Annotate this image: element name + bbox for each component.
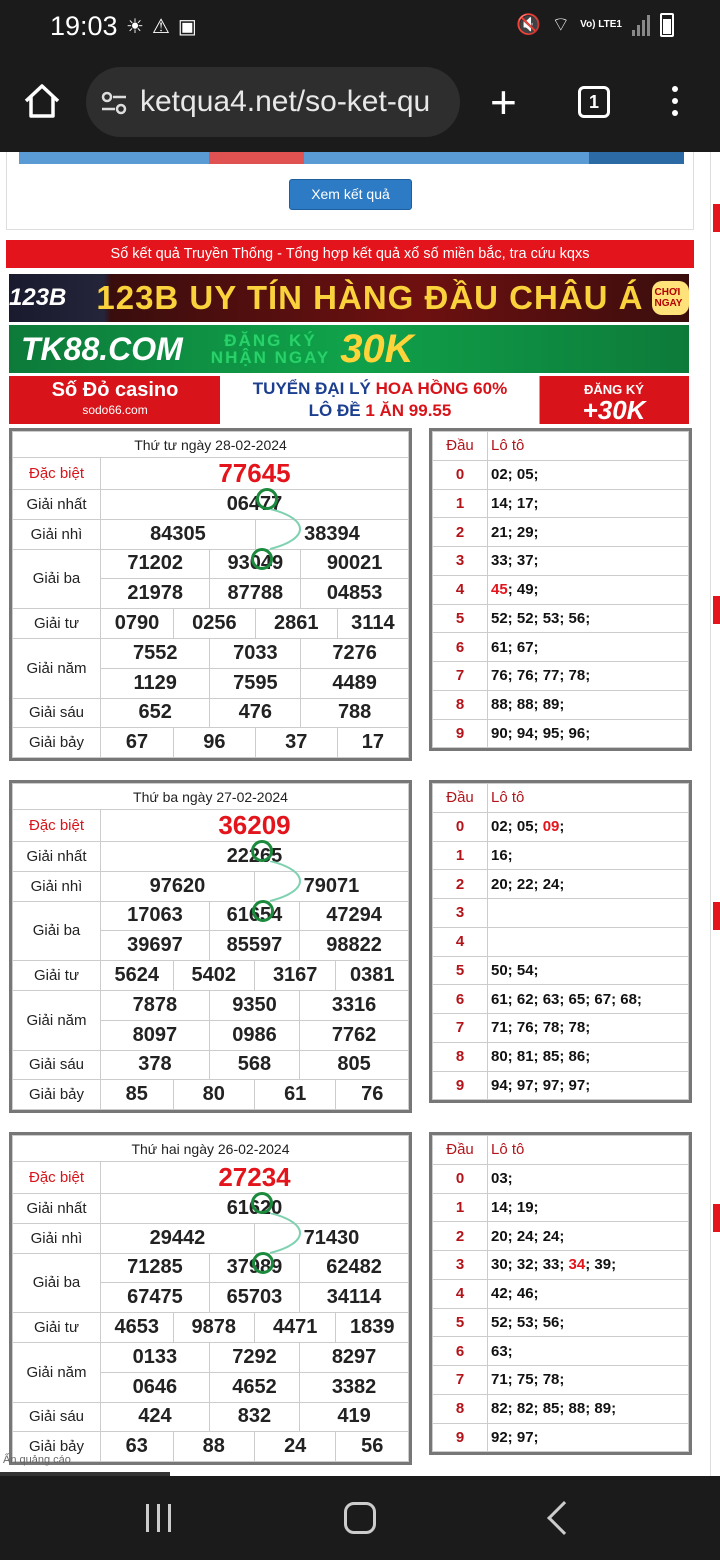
draw-date: Thứ ba ngày 27-02-2024: [13, 784, 409, 810]
fifth-prize: 1129: [101, 668, 210, 698]
second-prize: 29442: [101, 1223, 255, 1253]
ad-banner-tk88[interactable]: [9, 325, 689, 373]
fifth-prize: 8097: [101, 1020, 210, 1050]
loto-head: 0: [433, 812, 488, 841]
fifth-prize: 7276: [301, 638, 409, 668]
loto-head: 9: [433, 1071, 488, 1100]
first-prize: 22265: [101, 842, 409, 872]
highlight-ring: [252, 900, 274, 922]
sixth-prize: 424: [101, 1402, 210, 1432]
sixth-prize: 832: [209, 1402, 299, 1432]
third-prize: 37989: [209, 1253, 299, 1283]
loto-text: 76; 76; 77; 78;: [491, 667, 591, 685]
weather-icon: ☀: [126, 16, 144, 38]
connector-line: [270, 1213, 310, 1255]
range-option-selected[interactable]: [209, 152, 304, 164]
home-button-icon[interactable]: [344, 1502, 376, 1534]
first-prize: 61620: [101, 1194, 409, 1224]
prize-label: Giải ba: [13, 901, 101, 961]
fifth-prize: 0646: [101, 1372, 210, 1402]
sixth-prize: 378: [101, 1050, 210, 1080]
prize-label: Đặc biệt: [13, 810, 101, 842]
seventh-prize: 88: [173, 1432, 254, 1462]
prize-label: Giải năm: [13, 638, 101, 698]
fourth-prize: 1839: [336, 1313, 409, 1343]
loto-head: 9: [433, 719, 488, 748]
connector-line: [270, 509, 310, 551]
loto-values: [488, 1193, 689, 1222]
seventh-prize: 67: [101, 728, 174, 758]
loto-values: [488, 985, 689, 1014]
loto-head: 7: [433, 1366, 488, 1395]
loto-text: 03;: [491, 1170, 513, 1188]
fifth-prize: 4652: [209, 1372, 299, 1402]
second-prize: 71430: [254, 1223, 408, 1253]
loto-text: 02; 05;: [491, 818, 543, 836]
loto-head: 6: [433, 1337, 488, 1366]
prize-label: Giải nhất: [13, 842, 101, 872]
loto-text: 71; 76; 78; 78;: [491, 1019, 591, 1037]
fourth-prize: 4653: [101, 1313, 174, 1343]
fifth-prize: 7292: [209, 1342, 299, 1372]
loto-values: [488, 1164, 689, 1193]
status-time: 19:03: [50, 11, 118, 41]
fourth-prize: 9878: [173, 1313, 254, 1343]
range-option[interactable]: [304, 152, 399, 164]
new-tab-plus-icon[interactable]: +: [490, 76, 517, 128]
loto-text: 71; 75; 78;: [491, 1371, 565, 1389]
wifi-icon: ⌔: [551, 14, 571, 36]
fifth-prize: 7878: [101, 990, 210, 1020]
third-prize: 17063: [101, 901, 210, 931]
loto-head: 3: [433, 547, 488, 576]
prize-label: Giải nhì: [13, 519, 101, 549]
loto-text: 20; 22; 24;: [491, 875, 565, 893]
third-prize: 67475: [101, 1283, 210, 1313]
ad-banner-123b[interactable]: [9, 274, 689, 322]
loto-head-label: Đầu: [433, 432, 488, 461]
home-icon[interactable]: [22, 81, 62, 121]
day-range-selector[interactable]: [19, 152, 684, 164]
loto-values: [488, 1308, 689, 1337]
loto-text: 14; 19;: [491, 1198, 539, 1216]
ad-line-highlight: 1 ĂN 99.55: [365, 401, 452, 420]
draw-date: Thứ tư ngày 28-02-2024: [13, 432, 409, 458]
loto-table: [429, 780, 692, 1103]
loto-head: 8: [433, 1042, 488, 1071]
fourth-prize: 3167: [254, 961, 335, 991]
loto-head: 1: [433, 841, 488, 870]
highlight-ring: [251, 1192, 273, 1214]
loto-values: [488, 899, 689, 928]
overflow-menu-icon[interactable]: [672, 86, 682, 122]
loto-head: 2: [433, 870, 488, 899]
fourth-prize: 2861: [255, 609, 337, 639]
loto-text: 42; 46;: [491, 1285, 539, 1303]
loto-values: [488, 690, 689, 719]
fifth-prize: 7762: [300, 1020, 409, 1050]
loto-head: 1: [433, 1193, 488, 1222]
fourth-prize: 0381: [336, 961, 409, 991]
range-option[interactable]: [494, 152, 589, 164]
third-prize: 65703: [209, 1283, 299, 1313]
seventh-prize: 24: [254, 1432, 335, 1462]
prize-label: Giải bảy: [13, 1080, 101, 1110]
right-sidebar: [710, 152, 720, 1476]
fifth-prize: 8297: [300, 1342, 409, 1372]
special-prize: 77645: [101, 458, 409, 490]
fifth-prize: 7033: [210, 638, 301, 668]
fourth-prize: 5624: [101, 961, 174, 991]
loto-highlight: 09: [542, 818, 560, 836]
loto-text: 02; 05;: [491, 466, 539, 484]
loto-values: [488, 489, 689, 518]
ad-logo: 123B: [9, 284, 67, 311]
seventh-prize: 17: [337, 728, 408, 758]
prize-label: Giải nhì: [13, 1223, 101, 1253]
prize-label: Giải nhất: [13, 490, 101, 520]
sixth-prize: 788: [301, 698, 409, 728]
loto-values: [488, 812, 689, 841]
ad-play-tag: CHƠI NGAY: [652, 281, 690, 315]
ad-line: TUYỂN ĐẠI LÝ: [252, 379, 371, 398]
result-table: [9, 1132, 412, 1465]
ad-register-label: ĐĂNG KÝ: [584, 382, 644, 397]
seventh-prize: 37: [255, 728, 337, 758]
sixth-prize: 476: [210, 698, 301, 728]
loto-values: [488, 1279, 689, 1308]
highlight-ring: [256, 488, 278, 510]
loto-text: 82; 82; 85; 88; 89;: [491, 1400, 617, 1418]
loto-values: [488, 1014, 689, 1043]
third-prize: 21978: [101, 579, 210, 609]
prize-label: Giải tư: [13, 961, 101, 991]
signal-icon: [632, 14, 650, 36]
prize-label: Giải năm: [13, 990, 101, 1050]
warning-icon: ⚠: [151, 16, 170, 38]
loto-head: 8: [433, 690, 488, 719]
browser-toolbar: [0, 52, 720, 152]
loto-values-label: Lô tô: [488, 784, 689, 813]
loto-values: [488, 633, 689, 662]
sixth-prize: 652: [101, 698, 210, 728]
second-prize: 84305: [101, 519, 256, 549]
loto-head: 6: [433, 985, 488, 1014]
loto-values: [488, 719, 689, 748]
prize-label: Đặc biệt: [13, 458, 101, 490]
seventh-prize: 85: [101, 1080, 174, 1110]
loto-values: [488, 1042, 689, 1071]
third-prize: 87788: [210, 579, 301, 609]
loto-text: 90; 94; 95; 96;: [491, 724, 591, 742]
loto-values: [488, 927, 689, 956]
connector-line: [270, 861, 310, 903]
loto-head: 7: [433, 662, 488, 691]
loto-text: 52; 53; 56;: [491, 1313, 565, 1331]
seventh-prize: 61: [254, 1080, 335, 1110]
loto-text: 30; 32; 33;: [491, 1256, 569, 1274]
special-prize: 27234: [101, 1162, 409, 1194]
fifth-prize: 4489: [301, 668, 409, 698]
loto-head: 0: [433, 460, 488, 489]
view-results-button[interactable]: Xem kết quả: [289, 179, 412, 210]
section-title: Sổ kết quả Truyền Thống - Tổng hợp kết quả xổ số miền bắc, tra cứu kqxs: [6, 240, 694, 268]
loto-text: 14; 17;: [491, 494, 539, 512]
site-settings-icon[interactable]: [100, 89, 128, 117]
prize-label: Đặc biệt: [13, 1162, 101, 1194]
tab-switcher-button[interactable]: 1: [578, 86, 610, 118]
prize-label: Giải sáu: [13, 1402, 101, 1432]
battery-icon: [660, 13, 674, 37]
hide-ad-link[interactable]: Ẩn quảng cáo: [3, 1454, 71, 1466]
fourth-prize: 3114: [337, 609, 408, 639]
loto-head: 4: [433, 927, 488, 956]
recents-icon[interactable]: [146, 1504, 171, 1532]
loto-head: 6: [433, 633, 488, 662]
loto-text: 50; 54;: [491, 961, 539, 979]
ad-logo: TK88.COM: [21, 330, 183, 367]
fifth-prize: 0133: [101, 1342, 210, 1372]
loto-values: [488, 841, 689, 870]
range-option[interactable]: [114, 152, 209, 164]
ad-line: LÔ ĐỀ: [308, 401, 361, 420]
loto-values: [488, 547, 689, 576]
loto-head: 5: [433, 604, 488, 633]
loto-text: 52; 52; 53; 56;: [491, 609, 591, 627]
highlight-ring: [251, 548, 273, 570]
loto-values: [488, 956, 689, 985]
loto-head: 9: [433, 1423, 488, 1452]
loto-values: [488, 1394, 689, 1423]
ad-logo-sub: sodo66.com: [82, 403, 148, 417]
prize-label: Giải năm: [13, 1342, 101, 1402]
sixth-prize: 568: [209, 1050, 299, 1080]
result-table: [9, 780, 412, 1113]
loto-text: 61; 67;: [491, 638, 539, 656]
loto-text: 80; 81; 85; 86;: [491, 1048, 591, 1066]
fifth-prize: 7552: [101, 638, 210, 668]
loto-text: 92; 97;: [491, 1428, 539, 1446]
loto-values: [488, 518, 689, 547]
highlight-ring: [252, 1252, 274, 1274]
second-prize: 79071: [254, 871, 408, 901]
fifth-prize: 0986: [209, 1020, 299, 1050]
fourth-prize: 5402: [173, 961, 254, 991]
loto-text: 63;: [491, 1342, 513, 1360]
loto-text: ;: [559, 818, 565, 836]
ad-banner-sodo[interactable]: [9, 376, 689, 424]
draw-date: Thứ hai ngày 26-02-2024: [13, 1136, 409, 1162]
sixth-prize: 805: [300, 1050, 409, 1080]
loto-text: 88; 88; 89;: [491, 696, 565, 714]
highlight-ring: [251, 840, 273, 862]
third-prize: 62482: [300, 1253, 409, 1283]
ad-register-amount: +30K: [582, 395, 646, 424]
loto-values: [488, 1222, 689, 1251]
loto-values-label: Lô tô: [488, 1136, 689, 1165]
third-prize: 98822: [300, 931, 409, 961]
ad-amount: 30K: [340, 326, 414, 371]
fifth-prize: 3316: [300, 990, 409, 1020]
page-content: [0, 152, 720, 1476]
loto-head: 1: [433, 489, 488, 518]
loto-values: [488, 1251, 689, 1280]
third-prize: 85597: [209, 931, 299, 961]
third-prize: 93049: [210, 549, 301, 579]
loto-text: 20; 24; 24;: [491, 1227, 565, 1245]
loto-head-label: Đầu: [433, 1136, 488, 1165]
third-prize: 71285: [101, 1253, 210, 1283]
seventh-prize: 96: [173, 728, 255, 758]
ad-slogan: 123B UY TÍN HÀNG ĐẦU CHÂU Á: [96, 279, 644, 316]
loto-head: 7: [433, 1014, 488, 1043]
loto-values: [488, 575, 689, 604]
result-table: [9, 428, 412, 761]
third-prize: 04853: [301, 579, 409, 609]
seventh-prize: 63: [101, 1432, 174, 1462]
third-prize: 47294: [300, 901, 409, 931]
prize-label: Giải nhất: [13, 1194, 101, 1224]
fourth-prize: 0256: [173, 609, 255, 639]
ad-line: ĐĂNG KÝ: [224, 331, 317, 350]
fifth-prize: 3382: [300, 1372, 409, 1402]
back-icon[interactable]: [547, 1501, 581, 1535]
search-form: [6, 152, 694, 230]
mute-icon: 🔇: [516, 14, 542, 36]
app-notification-icon: ▣: [177, 16, 197, 38]
loto-values: [488, 1337, 689, 1366]
loto-head: 2: [433, 518, 488, 547]
ad-line: NHẬN NGAY: [210, 348, 331, 367]
loto-head: 8: [433, 1394, 488, 1423]
loto-head: 2: [433, 1222, 488, 1251]
loto-head: 4: [433, 1279, 488, 1308]
fifth-prize: 7595: [210, 668, 301, 698]
ad-logo: Số Đỏ casino: [51, 379, 179, 401]
loto-values: [488, 1366, 689, 1395]
special-prize: 36209: [101, 810, 409, 842]
loto-head: 5: [433, 956, 488, 985]
range-option[interactable]: [19, 152, 114, 164]
prize-label: Giải ba: [13, 549, 101, 609]
fourth-prize: 0790: [101, 609, 174, 639]
prize-label: Giải bảy: [13, 728, 101, 758]
ad-line-highlight: HOA HỒNG 60%: [375, 379, 508, 398]
loto-values: [488, 1071, 689, 1100]
third-prize: 39697: [101, 931, 210, 961]
seventh-prize: 56: [336, 1432, 409, 1462]
loto-highlight: 45: [491, 581, 508, 599]
third-prize: 71202: [101, 549, 210, 579]
second-prize: 97620: [101, 871, 255, 901]
prize-label: Giải tư: [13, 609, 101, 639]
loto-head: 5: [433, 1308, 488, 1337]
status-bar: [0, 0, 720, 52]
seventh-prize: 76: [336, 1080, 409, 1110]
url-text: ketqua4.net/so-ket-qu: [140, 85, 431, 118]
loto-table: [429, 1132, 692, 1455]
fifth-prize: 9350: [209, 990, 299, 1020]
loto-text: ; 49;: [507, 581, 539, 599]
third-prize: 90021: [301, 549, 409, 579]
loto-head: 4: [433, 575, 488, 604]
loto-text: 61; 62; 63; 65; 67; 68;: [491, 990, 642, 1008]
loto-head: 3: [433, 1251, 488, 1280]
loto-head: 3: [433, 899, 488, 928]
range-option[interactable]: [399, 152, 494, 164]
loto-text: 33; 37;: [491, 552, 539, 570]
loto-head-label: Đầu: [433, 784, 488, 813]
loto-text: 94; 97; 97; 97;: [491, 1076, 591, 1094]
second-prize: 38394: [255, 519, 408, 549]
prize-label: Giải nhì: [13, 871, 101, 901]
address-bar[interactable]: [86, 67, 460, 137]
network-label: Vo) LTE1: [580, 18, 622, 30]
loto-values-label: Lô tô: [488, 432, 689, 461]
loto-text: ; 39;: [585, 1256, 617, 1274]
third-prize: 61654: [209, 901, 299, 931]
third-prize: 34114: [300, 1283, 409, 1313]
system-nav-bar: [0, 1476, 720, 1560]
loto-text: 16;: [491, 846, 513, 864]
prize-label: Giải bảy: [13, 1432, 101, 1462]
prize-label: Giải tư: [13, 1313, 101, 1343]
prize-label: Giải sáu: [13, 1050, 101, 1080]
seventh-prize: 80: [173, 1080, 254, 1110]
loto-values: [488, 604, 689, 633]
loto-values: [488, 662, 689, 691]
loto-values: [488, 460, 689, 489]
loto-values: [488, 870, 689, 899]
loto-head: 0: [433, 1164, 488, 1193]
prize-label: Giải sáu: [13, 698, 101, 728]
prize-label: Giải ba: [13, 1253, 101, 1313]
range-option[interactable]: [589, 152, 684, 164]
sixth-prize: 419: [300, 1402, 409, 1432]
loto-values: [488, 1423, 689, 1452]
fourth-prize: 4471: [254, 1313, 335, 1343]
loto-text: 21; 29;: [491, 523, 539, 541]
first-prize: 06477: [101, 490, 409, 520]
loto-table: [429, 428, 692, 751]
loto-highlight: 34: [568, 1256, 586, 1274]
